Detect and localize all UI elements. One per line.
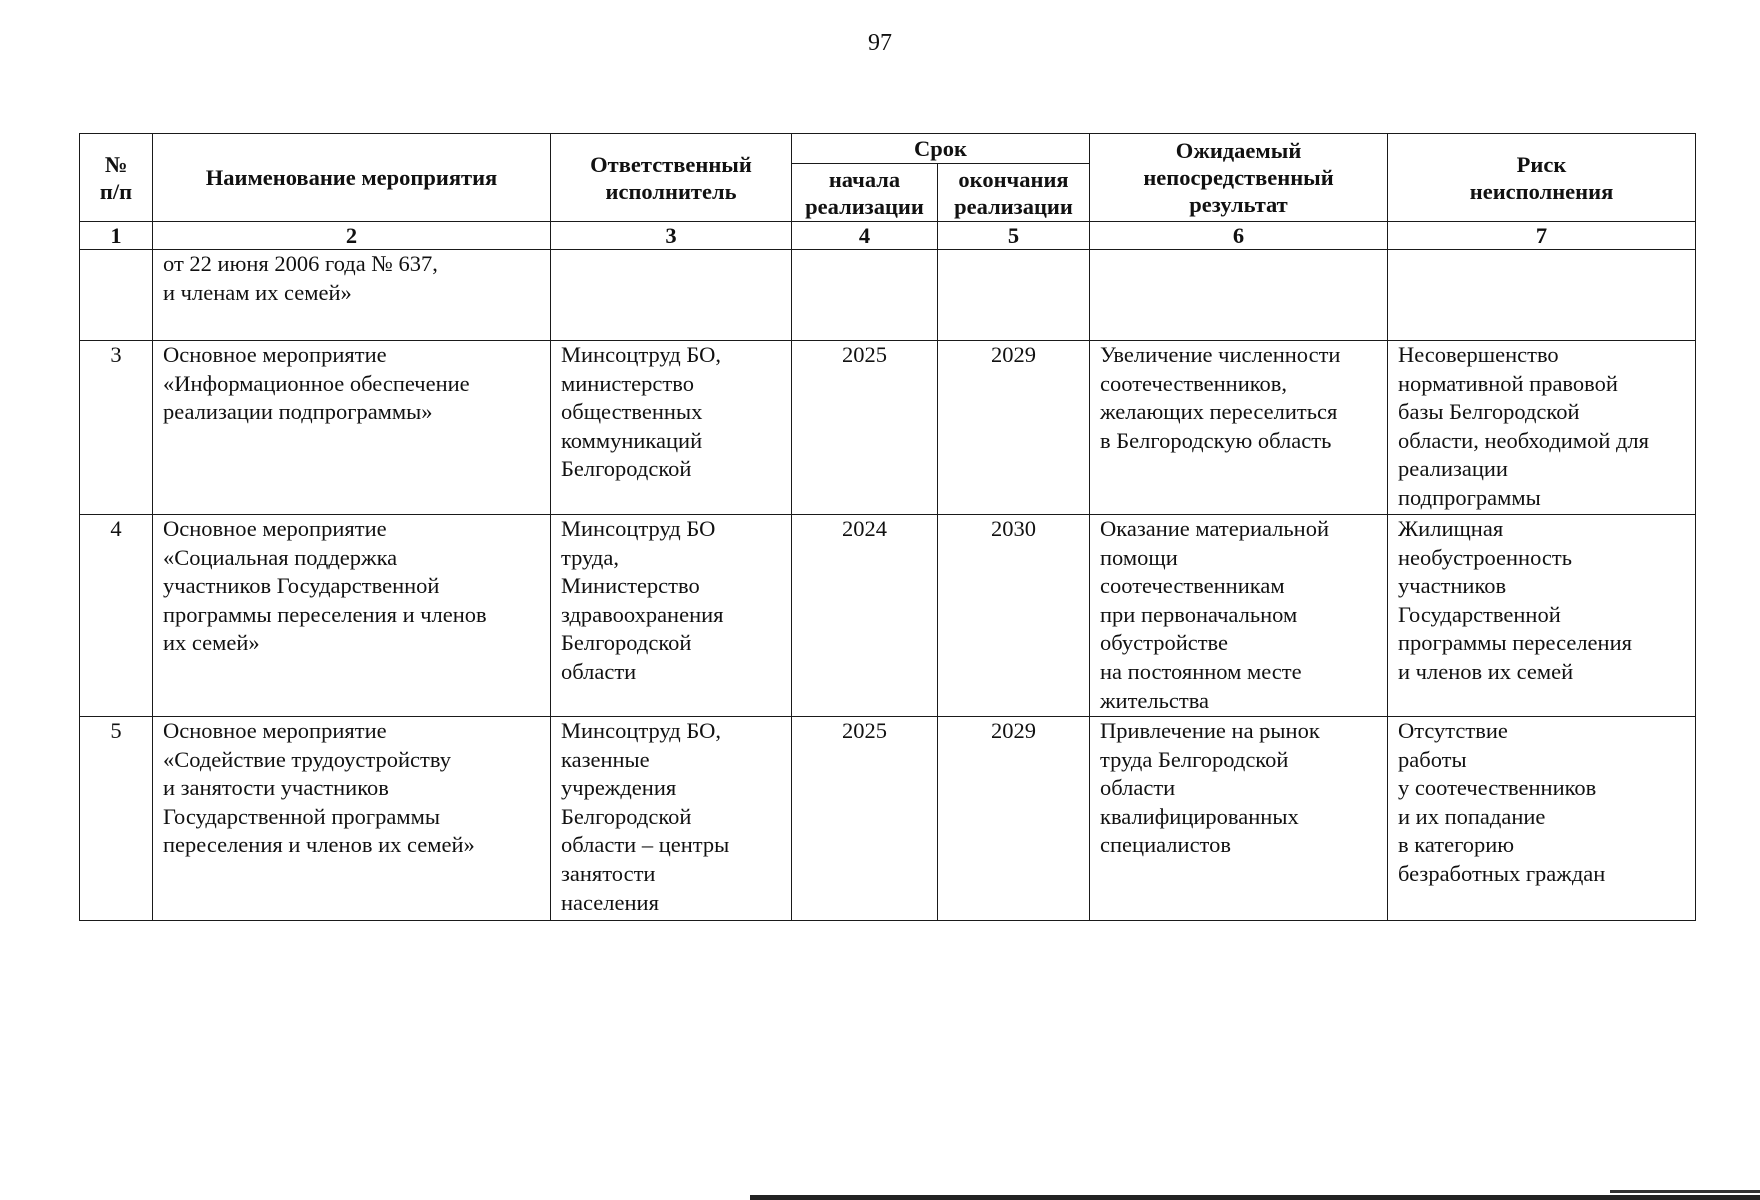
risk: Несовершенство нормативной правовой базы Белгородской области, необходимой для реализации подпрограммы <box>1388 341 1696 515</box>
row-number: 4 <box>80 515 153 717</box>
end-year: 2029 <box>938 717 1090 921</box>
column-number-cell: 1 <box>80 222 153 250</box>
row-number: 5 <box>80 717 153 921</box>
start-year: 2025 <box>792 717 938 921</box>
activity-name: Основное мероприятие «Информационное обеспечение реализации подпрограммы» <box>153 341 551 515</box>
table-row <box>80 250 1696 341</box>
header-end: окончания реализации <box>938 164 1090 222</box>
column-number-cell: 7 <box>1388 222 1696 250</box>
activity-name: Основное мероприятие «Социальная поддержка участников Государственной программы переселения и членов их семей» <box>153 515 551 717</box>
page-number: 97 <box>868 30 892 56</box>
start-year: 2025 <box>792 341 938 515</box>
table-row <box>80 515 1696 717</box>
risk: Отсутствие работы у соотечественников и их попадание в категорию безработных граждан <box>1388 717 1696 921</box>
end-year: 2030 <box>938 515 1090 717</box>
table-row <box>80 717 1696 921</box>
header-term: Срок <box>792 134 1090 164</box>
column-number-cell: 5 <box>938 222 1090 250</box>
executor: Минсоцтруд БО труда, Министерство здравоохранения Белгородской области <box>551 515 792 717</box>
header-executor: Ответственный исполнитель <box>551 134 792 222</box>
column-number-cell: 2 <box>153 222 551 250</box>
end-year <box>938 250 1090 341</box>
activity-name: Основное мероприятие «Содействие трудоустройству и занятости участников Государственной программы переселения и членов их семей» <box>153 717 551 921</box>
executor: Минсоцтруд БО, министерство общественных коммуникаций Белгородской <box>551 341 792 515</box>
header-risk: Риск неисполнения <box>1388 134 1696 222</box>
executor <box>551 250 792 341</box>
table-header <box>80 134 1696 222</box>
row-number <box>80 250 153 341</box>
activity-name: от 22 июня 2006 года № 637, и членам их семей» <box>153 250 551 341</box>
expected-result: Привлечение на рынок труда Белгородской области квалифицированных специалистов <box>1090 717 1388 921</box>
table-row <box>80 341 1696 515</box>
end-year: 2029 <box>938 341 1090 515</box>
start-year: 2024 <box>792 515 938 717</box>
header-number: № п/п <box>80 134 153 222</box>
header-expected-result: Ожидаемый непосредственный результат <box>1090 134 1388 222</box>
scan-edge-line <box>1610 1190 1760 1193</box>
header-activity-name: Наименование мероприятия <box>153 134 551 222</box>
risk <box>1388 250 1696 341</box>
expected-result <box>1090 250 1388 341</box>
row-number: 3 <box>80 341 153 515</box>
expected-result: Оказание материальной помощи соотечественникам при первоначальном обустройстве на постоянном месте жительства <box>1090 515 1388 717</box>
header-start: начала реализации <box>792 164 938 222</box>
start-year <box>792 250 938 341</box>
column-number-cell: 3 <box>551 222 792 250</box>
activities-table <box>79 133 1696 921</box>
risk: Жилищная необустроенность участников Государственной программы переселения и членов их семей <box>1388 515 1696 717</box>
scan-edge-line <box>750 1195 1760 1200</box>
column-number-cell: 4 <box>792 222 938 250</box>
expected-result: Увеличение численности соотечественников, желающих переселиться в Белгородскую область <box>1090 341 1388 515</box>
column-numbers-row <box>80 222 1696 250</box>
column-number-cell: 6 <box>1090 222 1388 250</box>
executor: Минсоцтруд БО, казенные учреждения Белгородской области – центры занятости населения <box>551 717 792 921</box>
